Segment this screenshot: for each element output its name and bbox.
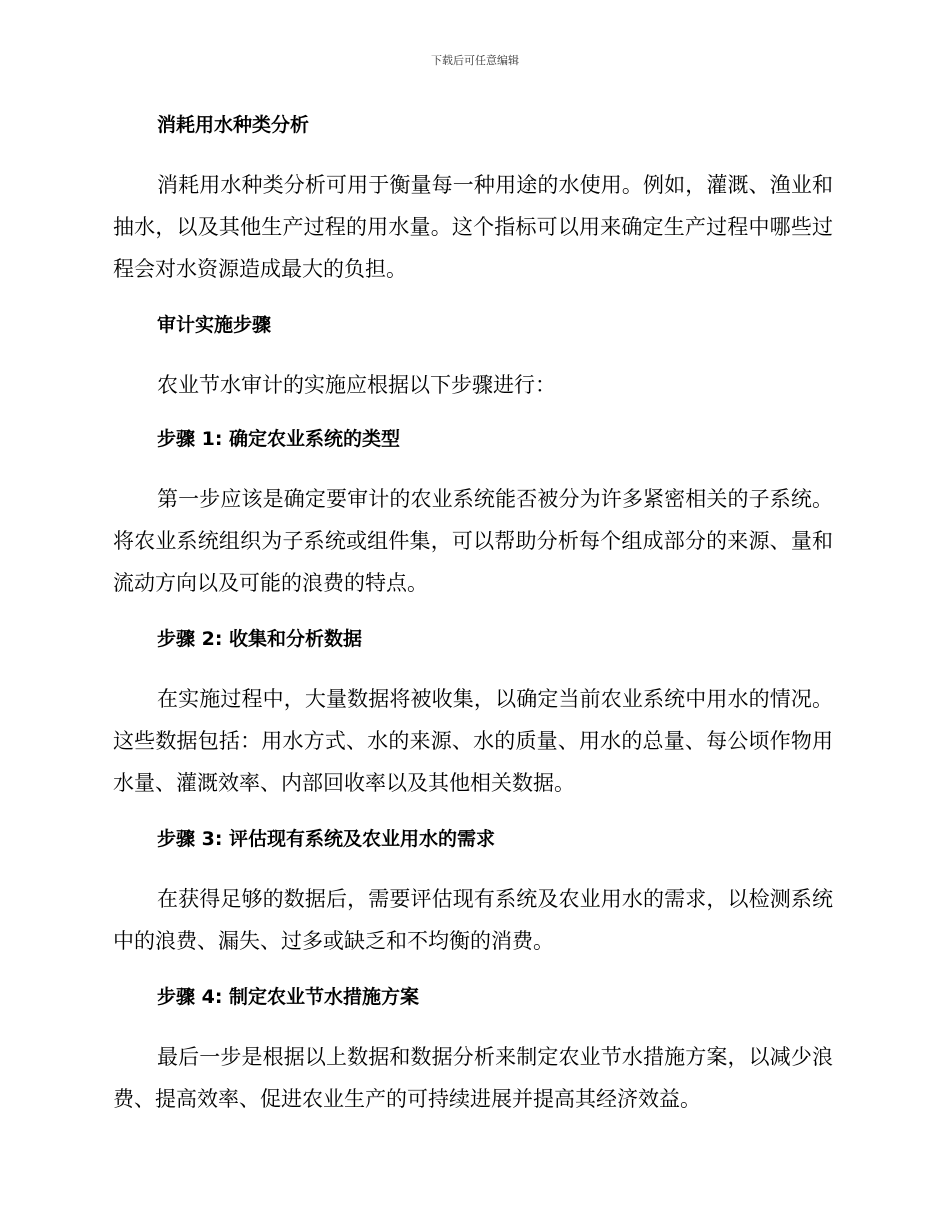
page-header: 下载后可任意编辑 xyxy=(431,54,519,67)
section-heading-step-3: 步骤 3: 评估现有系统及农业用水的需求 xyxy=(157,828,496,850)
section-heading-step-1: 步骤 1: 确定农业系统的类型 xyxy=(157,428,401,450)
paragraph-consumption-analysis: 消耗用水种类分析可用于衡量每一种用途的水使用。例如，灌溉、渔业和抽水，以及其他生产过程的用水量。这个指标可以用来确定生产过程中哪些过程会对水资源造成最大的负担。 xyxy=(113,173,833,281)
section-heading-audit-steps: 审计实施步骤 xyxy=(157,314,272,336)
section-heading-step-2: 步骤 2: 收集和分析数据 xyxy=(157,628,363,650)
paragraph-step-2: 在实施过程中，大量数据将被收集，以确定当前农业系统中用水的情况。这些数据包括：用水方式、水的来源、水的质量、用水的总量、每公顷作物用水量、灌溉效率、内部回收率以及其他相关数据。 xyxy=(113,687,833,795)
paragraph-step-4: 最后一步是根据以上数据和数据分析来制定农业节水措施方案，以减少浪费、提高效率、促进农业生产的可持续进展并提高其经济效益。 xyxy=(113,1045,833,1111)
section-heading-step-4: 步骤 4: 制定农业节水措施方案 xyxy=(157,986,420,1008)
paragraph-audit-intro: 农业节水审计的实施应根据以下步骤进行： xyxy=(157,373,556,397)
paragraph-step-3: 在获得足够的数据后，需要评估现有系统及农业用水的需求，以检测系统中的浪费、漏失、过多或缺乏和不均衡的消费。 xyxy=(113,887,833,953)
document-body xyxy=(113,110,833,1140)
paragraph-step-1: 第一步应该是确定要审计的农业系统能否被分为许多紧密相关的子系统。将农业系统组织为子系统或组件集，可以帮助分析每个组成部分的来源、量和流动方向以及可能的浪费的特点。 xyxy=(113,487,833,595)
section-heading-consumption-analysis: 消耗用水种类分析 xyxy=(157,114,310,136)
